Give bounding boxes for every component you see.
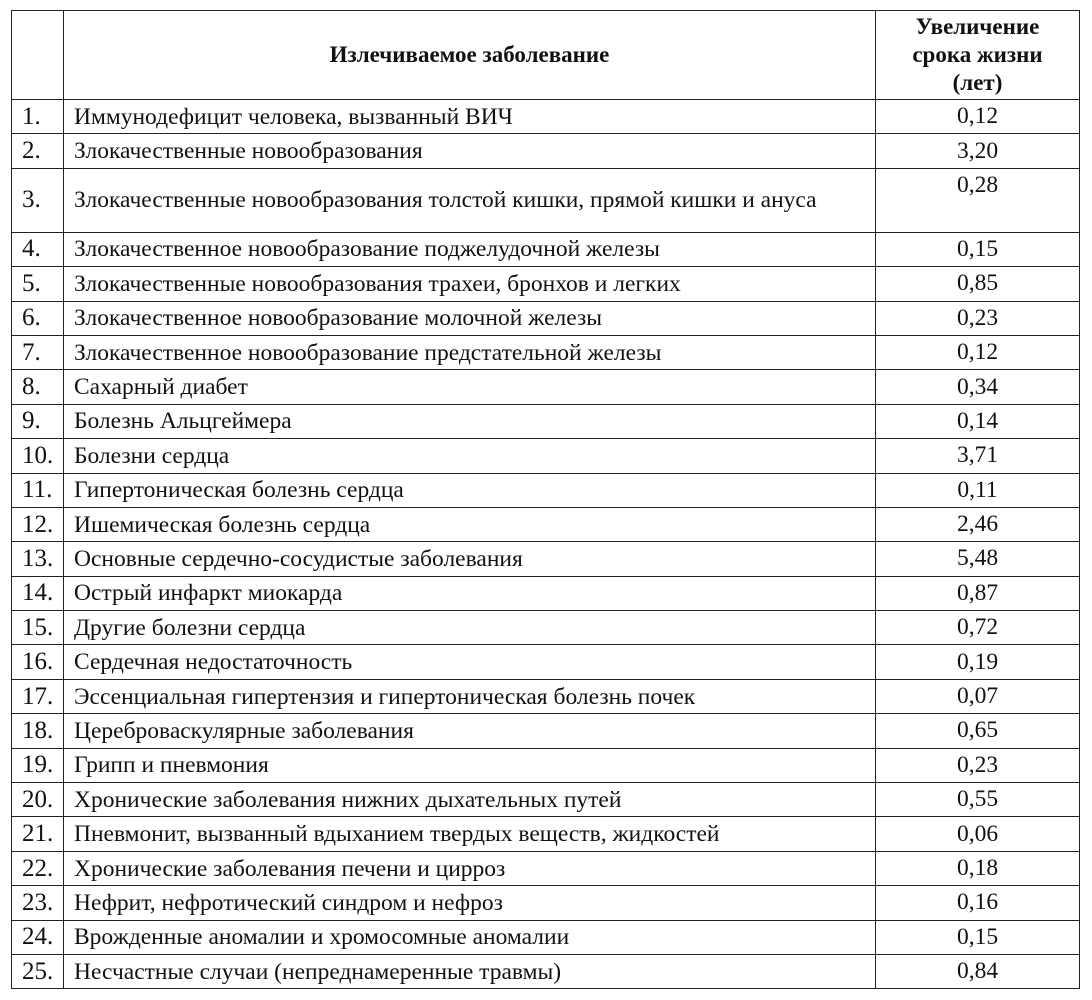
row-value: 0,12 — [876, 335, 1080, 369]
table-row — [12, 439, 1080, 473]
row-disease: Несчастные случаи (непреднамеренные травмы) — [64, 954, 876, 988]
row-disease: Болезнь Альцгеймера — [64, 404, 876, 438]
row-disease: Болезни сердца — [64, 439, 876, 473]
row-disease: Острый инфаркт миокарда — [64, 576, 876, 610]
row-value: 0,07 — [876, 679, 1080, 713]
table-row — [12, 301, 1080, 335]
table-row — [12, 714, 1080, 748]
row-disease: Злокачественное новообразование предстательной железы — [64, 335, 876, 369]
header-value-line: срока жизни — [912, 42, 1043, 67]
row-value: 3,71 — [876, 439, 1080, 473]
row-value: 2,46 — [876, 507, 1080, 541]
row-number: 2. — [12, 134, 64, 168]
table-row — [12, 473, 1080, 507]
row-disease: Гипертоническая болезнь сердца — [64, 473, 876, 507]
row-value: 0,65 — [876, 714, 1080, 748]
row-disease: Злокачественное новообразование молочной железы — [64, 301, 876, 335]
row-number: 22. — [12, 851, 64, 885]
row-disease: Злокачественные новообразования — [64, 134, 876, 168]
row-number: 10. — [12, 439, 64, 473]
row-disease: Другие болезни сердца — [64, 611, 876, 645]
table-row — [12, 168, 1080, 232]
table-row — [12, 886, 1080, 920]
table-row — [12, 611, 1080, 645]
row-value: 0,15 — [876, 232, 1080, 266]
row-number: 9. — [12, 404, 64, 438]
row-value: 0,06 — [876, 817, 1080, 851]
row-value: 0,23 — [876, 301, 1080, 335]
row-value: 0,87 — [876, 576, 1080, 610]
table-row — [12, 542, 1080, 576]
row-disease: Злокачественные новообразования трахеи, бронхов и легких — [64, 267, 876, 301]
row-disease: Цереброваскулярные заболевания — [64, 714, 876, 748]
table-row — [12, 954, 1080, 988]
row-disease: Эссенциальная гипертензия и гипертоническая болезнь почек — [64, 679, 876, 713]
table-row — [12, 134, 1080, 168]
row-number: 5. — [12, 267, 64, 301]
row-disease: Пневмонит, вызванный вдыханием твердых веществ, жидкостей — [64, 817, 876, 851]
row-value: 0,18 — [876, 851, 1080, 885]
row-number: 12. — [12, 507, 64, 541]
row-value: 0,55 — [876, 783, 1080, 817]
row-number: 21. — [12, 817, 64, 851]
row-number: 16. — [12, 645, 64, 679]
disease-life-table — [11, 10, 1080, 989]
row-number: 7. — [12, 335, 64, 369]
row-disease: Злокачественные новообразования толстой кишки, прямой кишки и ануса — [64, 168, 876, 232]
table-row — [12, 645, 1080, 679]
row-value: 3,20 — [876, 134, 1080, 168]
table-row — [12, 920, 1080, 954]
table-row — [12, 507, 1080, 541]
row-disease: Основные сердечно-сосудистые заболевания — [64, 542, 876, 576]
row-value: 5,48 — [876, 542, 1080, 576]
table-row — [12, 851, 1080, 885]
table-row — [12, 335, 1080, 369]
table-row — [12, 100, 1080, 134]
row-disease: Нефрит, нефротический синдром и нефроз — [64, 886, 876, 920]
table-row — [12, 404, 1080, 438]
row-disease: Сахарный диабет — [64, 370, 876, 404]
row-value: 0,23 — [876, 748, 1080, 782]
header-value — [876, 11, 1080, 100]
header-row — [12, 11, 1080, 100]
row-number: 17. — [12, 679, 64, 713]
table-row — [12, 267, 1080, 301]
row-value: 0,84 — [876, 954, 1080, 988]
table-row — [12, 576, 1080, 610]
row-disease: Сердечная недостаточность — [64, 645, 876, 679]
row-number: 13. — [12, 542, 64, 576]
row-number: 1. — [12, 100, 64, 134]
row-value: 0,19 — [876, 645, 1080, 679]
row-number: 20. — [12, 783, 64, 817]
header-value-line: (лет) — [952, 70, 1003, 95]
row-disease: Врожденные аномалии и хромосомные аномалии — [64, 920, 876, 954]
row-number: 24. — [12, 920, 64, 954]
row-number: 14. — [12, 576, 64, 610]
row-number: 18. — [12, 714, 64, 748]
header-number — [12, 11, 64, 100]
row-number: 3. — [12, 168, 64, 232]
table-row — [12, 748, 1080, 782]
row-number: 19. — [12, 748, 64, 782]
row-value: 0,11 — [876, 473, 1080, 507]
table-row — [12, 232, 1080, 266]
table-row — [12, 679, 1080, 713]
row-value: 0,12 — [876, 100, 1080, 134]
table-row — [12, 783, 1080, 817]
row-value: 0,15 — [876, 920, 1080, 954]
table-row — [12, 370, 1080, 404]
row-number: 6. — [12, 301, 64, 335]
row-number: 4. — [12, 232, 64, 266]
row-disease: Злокачественное новообразование поджелудочной железы — [64, 232, 876, 266]
row-value: 0,85 — [876, 267, 1080, 301]
row-disease: Грипп и пневмония — [64, 748, 876, 782]
row-number: 23. — [12, 886, 64, 920]
row-disease: Иммунодефицит человека, вызванный ВИЧ — [64, 100, 876, 134]
row-disease: Хронические заболевания нижних дыхательных путей — [64, 783, 876, 817]
row-number: 25. — [12, 954, 64, 988]
row-value: 0,72 — [876, 611, 1080, 645]
row-value: 0,16 — [876, 886, 1080, 920]
header-disease: Излечиваемое заболевание — [64, 11, 876, 100]
header-value-line: Увеличение — [915, 14, 1040, 39]
table-row — [12, 817, 1080, 851]
row-value: 0,34 — [876, 370, 1080, 404]
row-value: 0,28 — [876, 168, 1080, 232]
row-value: 0,14 — [876, 404, 1080, 438]
row-disease: Ишемическая болезнь сердца — [64, 507, 876, 541]
row-number: 15. — [12, 611, 64, 645]
row-number: 11. — [12, 473, 64, 507]
row-disease: Хронические заболевания печени и цирроз — [64, 851, 876, 885]
row-number: 8. — [12, 370, 64, 404]
